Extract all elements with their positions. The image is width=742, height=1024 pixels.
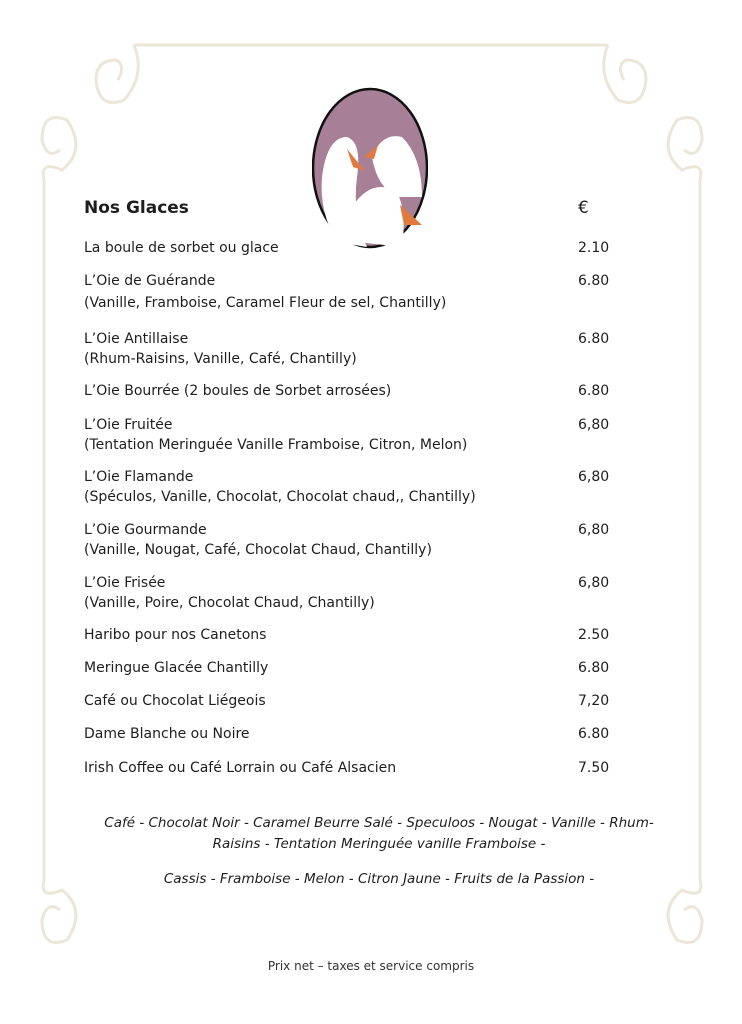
item-name: Meringue Glacée Chantilly [84,660,269,676]
item-price: 6,80 [578,417,610,433]
currency-header: € [578,198,589,218]
menu-item [84,658,624,678]
menu-item [84,271,624,313]
item-price: 7,20 [578,693,610,709]
item-price: 6.80 [578,273,610,289]
item-price: 2.50 [578,627,610,643]
section-title: Nos Glaces [84,198,189,218]
menu-item [84,415,624,455]
menu-item [84,238,624,258]
item-description: (Vanille, Poire, Chocolat Chaud, Chantilly) [84,595,375,611]
item-price: 6.80 [578,726,610,742]
item-price: 7.50 [578,760,610,776]
item-price: 6,80 [578,469,610,485]
item-description: (Vanille, Framboise, Caramel Fleur de sel, Chantilly) [84,295,447,311]
item-name: Café ou Chocolat Liégeois [84,693,266,709]
item-price: 2.10 [578,240,610,256]
menu-item [84,758,624,778]
menu-item [84,724,624,744]
item-name: L’Oie de Guérande [84,273,216,289]
item-name: L’Oie Frisée [84,575,166,591]
menu-item [84,691,624,711]
item-name: Haribo pour nos Canetons [84,627,267,643]
sorbet-flavours: Cassis - Framboise - Melon - Citron Jaune - Fruits de la Passion - [163,871,595,887]
geese-logo [312,87,428,249]
item-name: La boule de sorbet ou glace [84,240,279,256]
item-price: 6.80 [578,660,610,676]
item-price: 6.80 [578,383,610,399]
item-price: 6,80 [578,575,610,591]
item-name: L’Oie Antillaise [84,331,189,347]
item-name: Dame Blanche ou Noire [84,726,250,742]
item-price: 6,80 [578,522,610,538]
item-description: (Spéculos, Vanille, Chocolat, Chocolat chaud,, Chantilly) [84,489,476,505]
menu-item [84,467,624,507]
menu-item [84,625,624,645]
item-price: 6.80 [578,331,610,347]
item-name: L’Oie Fruitée [84,417,173,433]
menu-item [84,381,624,401]
item-name: Irish Coffee ou Café Lorrain ou Café Alsacien [84,760,397,776]
item-name: L’Oie Flamande [84,469,194,485]
item-name: L’Oie Gourmande [84,522,207,538]
item-description: (Rhum-Raisins, Vanille, Café, Chantilly) [84,351,357,367]
footer-note: Prix net – taxes et service compris [267,959,475,973]
item-description: (Vanille, Nougat, Café, Chocolat Chaud, Chantilly) [84,542,432,558]
menu-item [84,573,624,613]
menu-item [84,329,624,369]
ice-cream-flavours: Café - Chocolat Noir - Caramel Beurre Salé - Speculoos - Nougat - Vanille - Rhum-Raisins - Tentation Meringuée vanille Framboise - [104,815,654,852]
item-name: L’Oie Bourrée (2 boules de Sorbet arrosées) [84,383,392,399]
item-description: (Tentation Meringuée Vanille Framboise, Citron, Melon) [84,437,468,453]
menu-item [84,520,624,560]
